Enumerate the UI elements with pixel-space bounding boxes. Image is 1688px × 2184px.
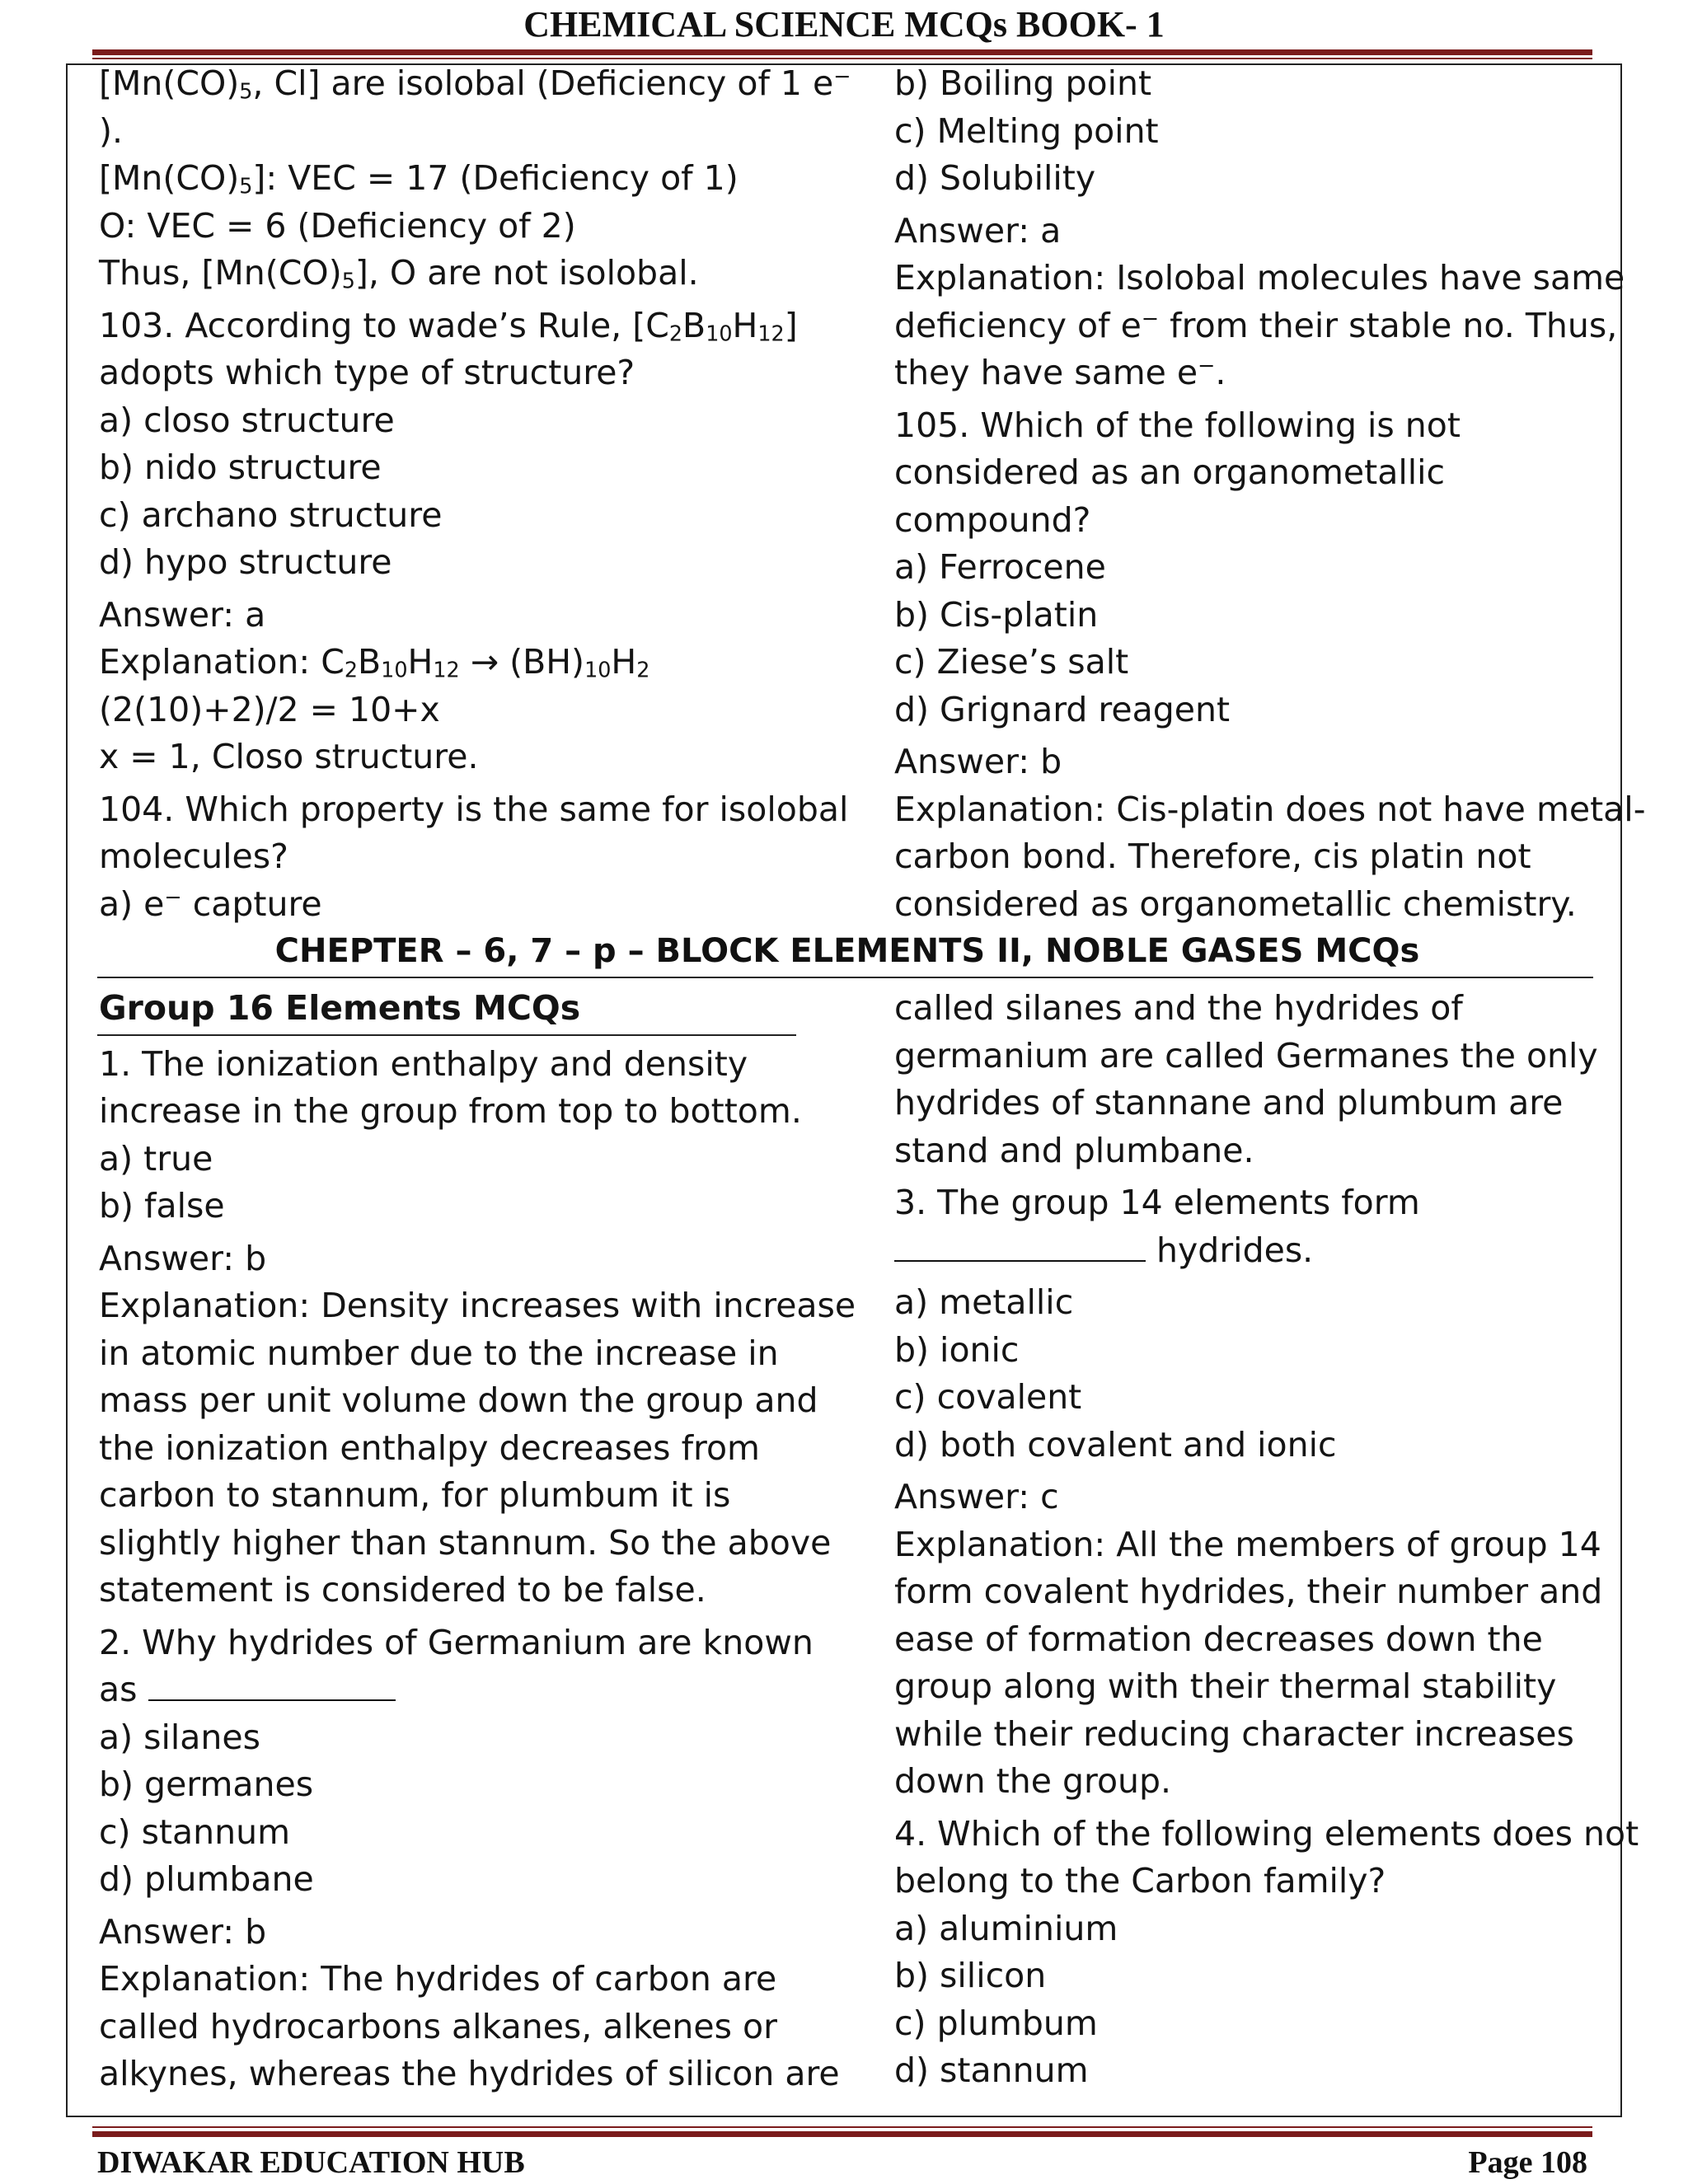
header-rule-thin [92, 58, 1592, 59]
explanation: carbon bond. Therefore, cis platin not [894, 837, 1531, 876]
chapter-heading: CHEPTER – 6, 7 – p – BLOCK ELEMENTS II, NOBLE GASES MCQs [274, 932, 1420, 970]
text-line: ). [99, 110, 124, 151]
text-line: as [99, 1666, 856, 1714]
text-line: [$Mn(CO)_5$, Cl] are isolobal (Deficiency of 1 e− [99, 63, 851, 104]
explanation: called silanes and the hydrides of [894, 988, 1463, 1028]
text-line: Thus, $[Mn(CO)_5]$, O are not isolobal. [99, 253, 699, 293]
option-c: c) Ziese’s salt [894, 642, 1129, 682]
text-line: molecules? [99, 837, 288, 876]
section-heading: Group 16 Elements MCQs [99, 988, 581, 1028]
option-d: d) hypo structure [99, 542, 392, 582]
explanation: slightly higher than stannum. So the above [99, 1522, 832, 1563]
text-line: O: VEC = 6 (Deficiency of 2) [99, 205, 576, 246]
explanation: hydrides of stannane and plumbum are [894, 1083, 1564, 1122]
option-a: a) true [99, 1138, 213, 1179]
answer: Answer: a [894, 210, 1062, 251]
explanation: Explanation: The hydrides of carbon are [99, 1959, 777, 1999]
explanation: deficiency of e− from their stable no. Thus, [894, 305, 1618, 345]
question-3: 3. The group 14 elements form [894, 1183, 1420, 1222]
text-line: hydrides. [894, 1227, 1639, 1275]
bottom-right-column [894, 985, 1639, 2095]
explanation: considered as organometallic chemistry. [894, 883, 1577, 924]
explanation: while their reducing character increases [894, 1713, 1574, 1754]
explanation: mass per unit volume down the group and [99, 1380, 818, 1420]
explanation: x = 1, Closo structure. [99, 737, 479, 776]
text-line: belong to the Carbon family? [894, 1861, 1386, 1900]
answer: Answer: b [99, 1238, 267, 1278]
answer: Answer: c [894, 1477, 1059, 1516]
top-right-column [894, 60, 1646, 928]
answer-blank [148, 1666, 396, 1701]
option-b: b) Boiling point [894, 63, 1152, 103]
option-a: a) aluminium [894, 1908, 1118, 1948]
question-103: 103. According to wade’s Rule, $[C_2B_{10}H_{12}]$ [99, 305, 798, 346]
explanation: they have same e−. [894, 353, 1226, 392]
explanation: alkynes, whereas the hydrides of silicon are [99, 2054, 840, 2093]
option-d: d) Solubility [894, 158, 1096, 198]
option-b: b) germanes [99, 1765, 314, 1804]
text-line: compound? [894, 499, 1091, 540]
explanation: the ionization enthalpy decreases from [99, 1427, 760, 1468]
option-a: a) silanes [99, 1717, 260, 1757]
section-heading-underline [97, 1034, 796, 1036]
option-c: c) stannum [99, 1811, 291, 1852]
option-d: d) both covalent and ionic [894, 1424, 1337, 1465]
option-b: b) Cis-platin [894, 594, 1099, 635]
page-number: Page 108 [1468, 2145, 1587, 2180]
option-b: b) ionic [894, 1329, 1020, 1370]
explanation: Explanation: $C_2B_{10}H_{12} \to (BH)_{10}H_2$ [99, 642, 650, 682]
question-1: 1. The ionization enthalpy and density [99, 1043, 748, 1084]
explanation: form covalent hydrides, their number and [894, 1572, 1603, 1611]
footer-rule-thin [92, 2126, 1592, 2128]
question-2: 2. Why hydrides of Germanium are known [99, 1622, 814, 1662]
explanation: germanium are called Germanes the only [894, 1035, 1598, 1076]
option-d: d) plumbane [99, 1859, 314, 1899]
header-rule-thick [92, 49, 1592, 55]
option-b: b) silicon [894, 1956, 1047, 1995]
explanation: called hydrocarbons alkanes, alkenes or [99, 2006, 777, 2046]
option-c: c) plumbum [894, 2003, 1098, 2043]
text-line: $[Mn(CO)_5]$: VEC = 17 (Deficiency of 1) [99, 158, 738, 199]
text-line: considered as an organometallic [894, 452, 1446, 492]
option-a: a) metallic [894, 1282, 1074, 1322]
explanation: stand and plumbane. [894, 1130, 1254, 1170]
explanation: statement is considered to be false. [99, 1570, 706, 1610]
option-a: a) Ferrocene [894, 547, 1106, 587]
explanation: ease of formation decreases down the [894, 1619, 1543, 1659]
explanation: (2(10)+2)/2 = 10+x [99, 689, 440, 729]
option-b: b) false [99, 1186, 225, 1226]
explanation: Explanation: Isolobal molecules have same [894, 258, 1625, 298]
answer: Answer: b [894, 742, 1062, 781]
option-a: a) closo structure [99, 400, 395, 440]
chapter-divider [97, 977, 1593, 978]
footer-publisher: DIWAKAR EDUCATION HUB [97, 2145, 525, 2180]
page-header-title: CHEMICAL SCIENCE MCQs BOOK- 1 [523, 4, 1165, 45]
option-c: c) archano structure [99, 494, 443, 535]
text-line: adopts which type of structure? [99, 353, 635, 392]
footer-rule-thick [92, 2131, 1592, 2137]
option-b: b) nido structure [99, 448, 382, 487]
question-105: 105. Which of the following is not [894, 405, 1461, 445]
option-d: d) Grignard reagent [894, 689, 1231, 729]
explanation: in atomic number due to the increase in [99, 1333, 779, 1373]
question-104: 104. Which property is the same for isolobal [99, 789, 849, 829]
explanation: Explanation: Density increases with increase [99, 1286, 856, 1325]
answer: Answer: b [99, 1911, 267, 1952]
answer-blank [894, 1227, 1146, 1262]
question-4: 4. Which of the following elements does not [894, 1813, 1639, 1854]
explanation: down the group. [894, 1761, 1172, 1801]
explanation: Explanation: All the members of group 14 [894, 1524, 1601, 1564]
option-d: d) stannum [894, 2050, 1089, 2090]
explanation: group along with their thermal stability [894, 1666, 1557, 1706]
answer: Answer: a [99, 594, 266, 635]
bottom-left-column [99, 985, 856, 2098]
explanation: Explanation: Cis-platin does not have metal- [894, 789, 1646, 829]
text-line: increase in the group from top to bottom. [99, 1091, 802, 1131]
option-a: a) e− capture [99, 883, 322, 924]
top-left-column [99, 60, 851, 928]
option-c: c) covalent [894, 1377, 1082, 1417]
option-c: c) Melting point [894, 110, 1159, 151]
explanation: carbon to stannum, for plumbum it is [99, 1475, 731, 1515]
